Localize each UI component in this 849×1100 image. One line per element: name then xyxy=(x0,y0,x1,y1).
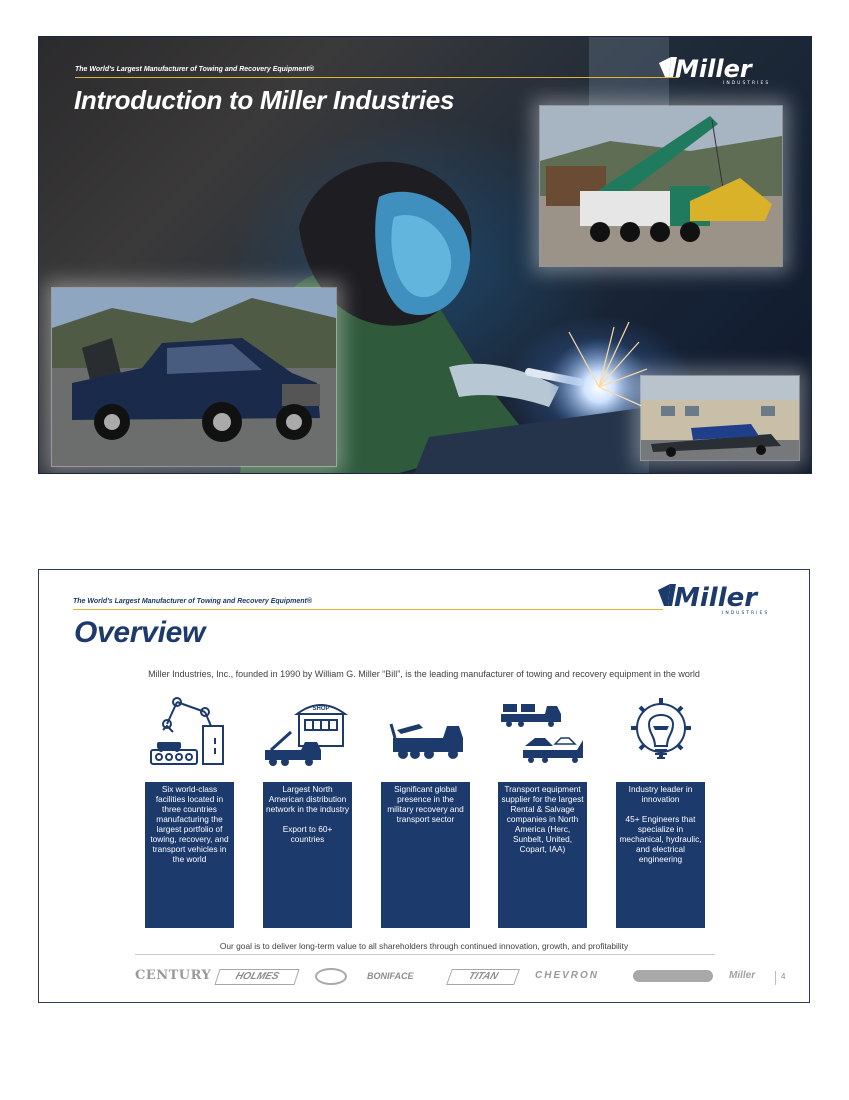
jige-brand-logo xyxy=(633,970,713,982)
page-number-divider xyxy=(775,971,776,985)
column-text: Transport equipment supplier for the largest Rental & Salvage companies in North America (Herc, Sunbelt, United, Copart, IAA) xyxy=(501,784,584,854)
slide-tagline: The World's Largest Manufacturer of Towing and Recovery Equipment® xyxy=(75,66,315,73)
gear-lightbulb-icon xyxy=(613,694,707,770)
column-facilities xyxy=(145,782,234,928)
column-text: Significant global presence in the military recovery and transport sector xyxy=(387,784,464,824)
shop-distribution-icon xyxy=(261,694,355,770)
rotator-wrecker-photo xyxy=(539,105,783,267)
oval-brand-logo xyxy=(315,968,347,985)
column-military xyxy=(381,782,470,928)
logo-wordmark: Miller xyxy=(674,583,758,613)
column-text: Largest North American distribution network in the industry xyxy=(266,784,350,814)
goal-statement: Our goal is to deliver long-term value to all shareholders through continued innovation, growth, and profitability xyxy=(219,941,629,951)
column-innovation xyxy=(616,782,705,928)
overview-slide xyxy=(38,569,810,1003)
titan-brand-logo: TITAN xyxy=(446,969,520,985)
intro-slide xyxy=(38,36,812,474)
tagline-rule xyxy=(73,609,663,610)
column-subtext: Export to 60+ countries xyxy=(282,823,333,844)
holmes-brand-logo: HOLMES xyxy=(214,969,299,985)
miller-logo-white xyxy=(657,53,785,87)
column-text: Industry leader in innovation xyxy=(628,784,693,804)
column-text: Six world-class facilities located in three countries manufacturing the largest portfolio of towing, recovery, and transport vehicles in the world xyxy=(150,784,229,864)
car-carrier-icon xyxy=(495,694,589,770)
column-distribution xyxy=(263,782,352,928)
century-brand-logo: CENTURY xyxy=(135,968,212,983)
shop-sign-text: SHOP xyxy=(312,706,330,712)
military-wrecker-icon xyxy=(379,694,473,770)
overview-intro: Miller Industries, Inc., founded in 1990 by William G. Miller “Bill”, is the leading manufacturer of towing and recovery equipment in the world xyxy=(148,669,700,679)
slide-title: Introduction to Miller Industries xyxy=(74,85,455,115)
page-number: 4 xyxy=(781,972,786,981)
logo-subtext: INDUSTRIES xyxy=(722,611,770,616)
carrier-building-photo xyxy=(640,375,800,461)
tagline-rule xyxy=(75,77,679,78)
slide-title: Overview xyxy=(74,616,206,649)
robot-arm-factory-icon xyxy=(145,694,239,770)
tow-truck-photo xyxy=(51,287,337,467)
logo-subtext: INDUSTRIES xyxy=(723,81,771,86)
logo-wordmark: Miller xyxy=(675,55,752,83)
slide-tagline: The World's Largest Manufacturer of Towing and Recovery Equipment® xyxy=(73,598,313,605)
chevron-brand-logo: CHEVRON xyxy=(535,970,600,981)
miller-small-logo: Miller xyxy=(729,970,756,981)
boniface-brand-logo: BONIFACE xyxy=(367,971,414,981)
column-subtext: 45+ Engineers that specialize in mechanical, hydraulic, and electrical engineering xyxy=(619,813,702,864)
miller-logo-navy xyxy=(656,578,784,618)
footer-rule xyxy=(135,954,715,955)
column-transport xyxy=(498,782,587,928)
